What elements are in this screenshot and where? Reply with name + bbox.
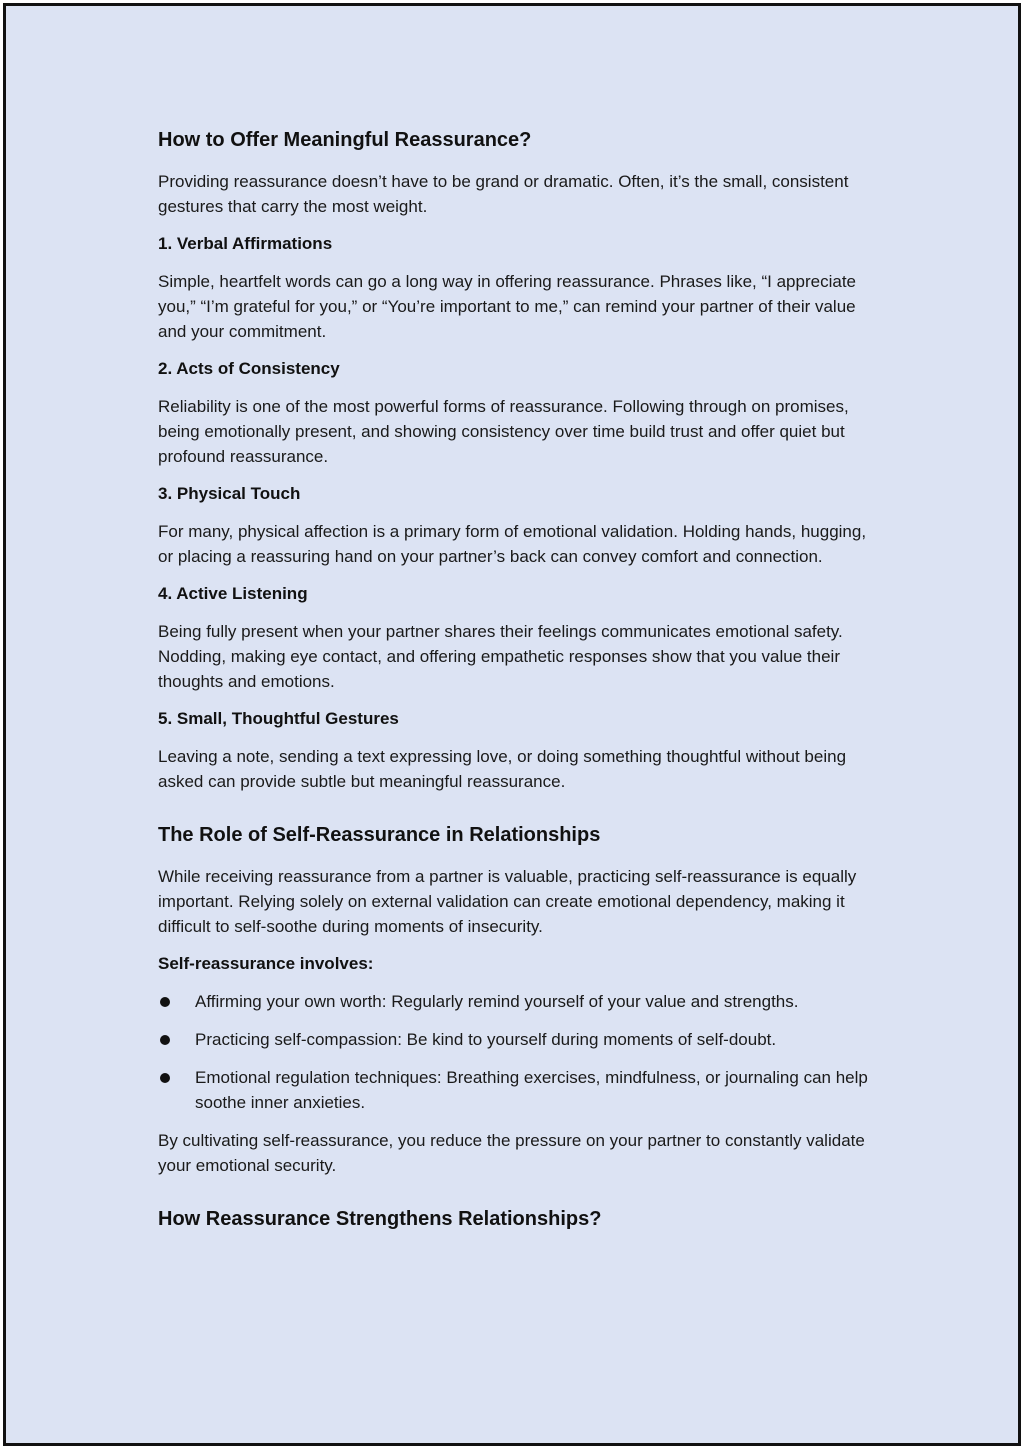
item-body-physical-touch: For many, physical affection is a primary form of emotional validation. Holding hands, hugging, or placing a reassuring hand on your partner’s back can convey comfort and connection.	[158, 522, 867, 566]
list-item-text: Affirming your own worth: Regularly remind yourself of your value and strengths.	[195, 992, 799, 1011]
item-title-acts-of-consistency: 2. Acts of Consistency	[158, 359, 340, 378]
bullet-icon	[160, 1035, 170, 1045]
bullet-icon	[160, 997, 170, 1007]
list-item	[158, 1027, 883, 1052]
item-body-active-listening: Being fully present when your partner shares their feelings communicates emotional safety. Nodding, making eye contact, and offering empathetic responses show that you value their thoughts and emotions.	[158, 622, 843, 691]
item-body-acts-of-consistency: Reliability is one of the most powerful forms of reassurance. Following through on promises, being emotionally present, and showing consistency over time build trust and offer quiet but profound reassurance.	[158, 397, 849, 466]
item-title-active-listening: 4. Active Listening	[158, 584, 308, 603]
section-closing: By cultivating self-reassurance, you reduce the pressure on your partner to constantly validate your emotional security.	[158, 1131, 865, 1175]
item-body-thoughtful-gestures: Leaving a note, sending a text expressing love, or doing something thoughtful without being asked can provide subtle but meaningful reassurance.	[158, 747, 847, 791]
self-reassurance-list	[158, 989, 883, 1115]
item-body-verbal-affirmations: Simple, heartfelt words can go a long way in offering reassurance. Phrases like, “I appreciate you,” “I’m grateful for you,” or “You’re important to me,” can remind your partner of their value and your commitment.	[158, 272, 856, 341]
item-title-physical-touch: 3. Physical Touch	[158, 484, 301, 503]
item-title-verbal-affirmations: 1. Verbal Affirmations	[158, 234, 333, 253]
self-reassurance-subheading: Self-reassurance involves:	[158, 954, 374, 973]
page	[3, 3, 1021, 1446]
document-content	[158, 128, 883, 1248]
section-meaningful-reassurance	[158, 128, 883, 794]
section-heading: How Reassurance Strengthens Relationships?	[158, 1208, 602, 1230]
section-intro: While receiving reassurance from a partner is valuable, practicing self-reassurance is equally important. Relying solely on external validation can create emotional dependency, making it difficult to self-soothe during moments of insecurity.	[158, 867, 857, 936]
list-item-text: Emotional regulation techniques: Breathing exercises, mindfulness, or journaling can help soothe inner anxieties.	[195, 1068, 868, 1112]
bullet-icon	[160, 1073, 170, 1083]
section-heading: The Role of Self-Reassurance in Relationships	[158, 824, 601, 846]
list-item-text: Practicing self-compassion: Be kind to yourself during moments of self-doubt.	[195, 1030, 777, 1049]
section-self-reassurance	[158, 823, 883, 1178]
section-heading: How to Offer Meaningful Reassurance?	[158, 129, 532, 151]
list-item	[158, 989, 883, 1014]
list-item	[158, 1065, 883, 1115]
section-strengthens-relationships	[158, 1207, 883, 1231]
section-intro: Providing reassurance doesn’t have to be grand or dramatic. Often, it’s the small, consistent gestures that carry the most weight.	[158, 172, 849, 216]
item-title-thoughtful-gestures: 5. Small, Thoughtful Gestures	[158, 709, 399, 728]
